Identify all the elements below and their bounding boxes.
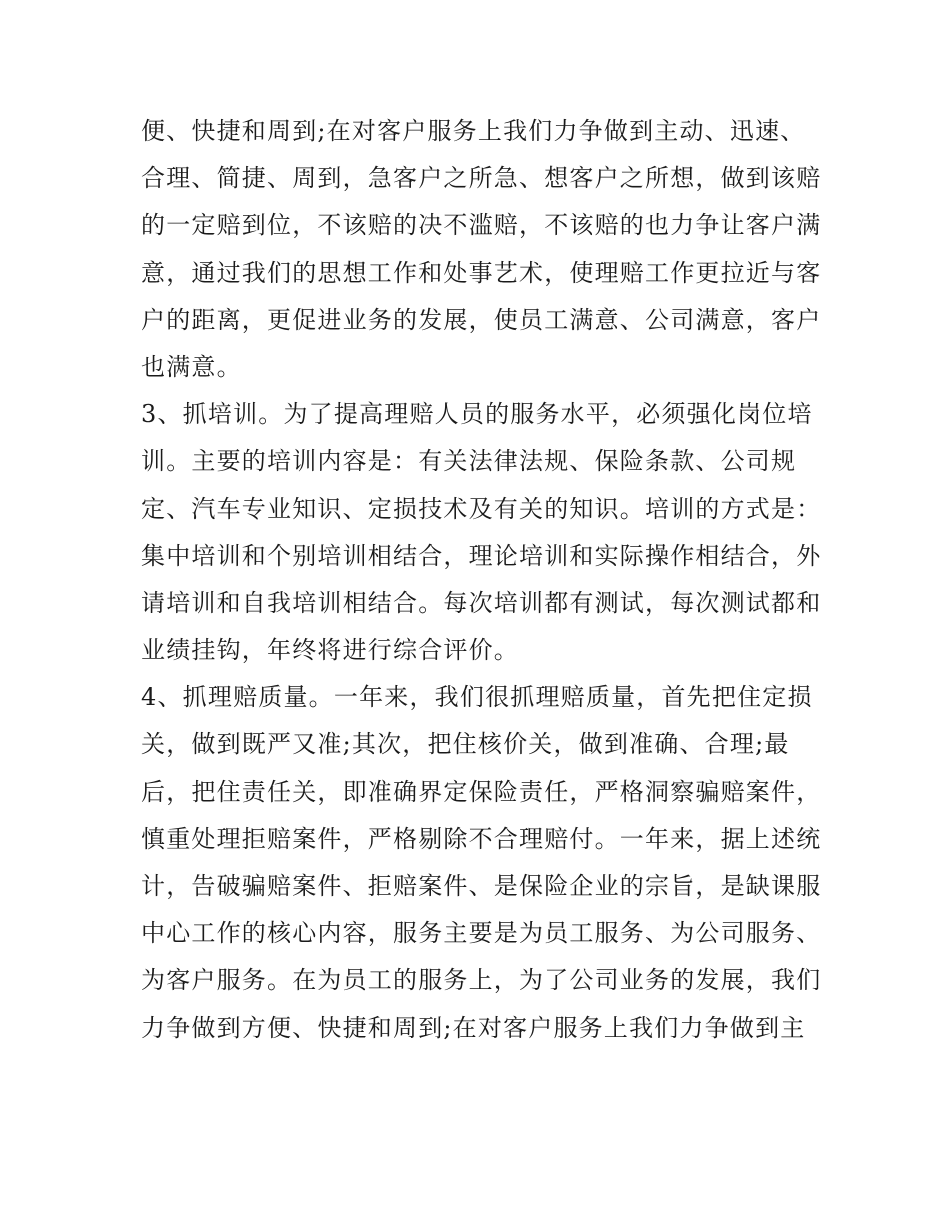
text-line: 慎重处理拒赔案件，严格剔除不合理赔付。一年来，据上述统 <box>141 824 822 853</box>
text-line: 定、汽车专业知识、定损技术及有关的知识。培训的方式是： <box>141 494 822 523</box>
text-line: 合理、简捷、周到，急客户之所急、想客户之所想，做到该赔 <box>141 164 822 193</box>
text-line: 训。主要的培训内容是：有关法律法规、保险条款、公司规 <box>141 447 797 476</box>
text-line: 关，做到既严又准;其次，把住核价关，做到准确、合理;最 <box>141 730 790 759</box>
text-line: 3、抓培训。为了提高理赔人员的服务水平，必须强化岗位培 <box>141 400 813 429</box>
text-line: 的一定赔到位，不该赔的决不滥赔，不该赔的也力争让客户满 <box>141 211 822 240</box>
text-line: 请培训和自我培训相结合。每次培训都有测试，每次测试都和 <box>141 588 822 617</box>
text-line: 便、快捷和周到;在对客户服务上我们力争做到主动、迅速、 <box>141 117 806 145</box>
text-line: 也满意。 <box>141 352 242 381</box>
text-line: 业绩挂钩，年终将进行综合评价。 <box>141 636 519 665</box>
text-line: 意，通过我们的思想工作和处事艺术，使理赔工作更拉近与客 <box>141 258 822 287</box>
text-line: 为客户服务。在为员工的服务上，为了公司业务的发展，我们 <box>141 966 822 995</box>
text-line: 中心工作的核心内容，服务主要是为员工服务、为公司服务、 <box>141 919 822 948</box>
text-line: 力争做到方便、快捷和周到;在对客户服务上我们力争做到主 <box>141 1013 806 1042</box>
text-line: 计，告破骗赔案件、拒赔案件、是保险企业的宗旨，是缺课服 <box>141 872 822 900</box>
text-line: 后，把住责任关，即准确界定保险责任，严格洞察骗赔案件， <box>141 777 822 806</box>
text-line: 4、抓理赔质量。一年来，我们很抓理赔质量，首先把住定损 <box>141 683 813 712</box>
body-text <box>141 108 841 1052</box>
text-line: 户的距离，更促进业务的发展，使员工满意、公司满意，客户 <box>141 305 822 334</box>
text-line: 集中培训和个别培训相结合，理论培训和实际操作相结合，外 <box>141 541 822 570</box>
